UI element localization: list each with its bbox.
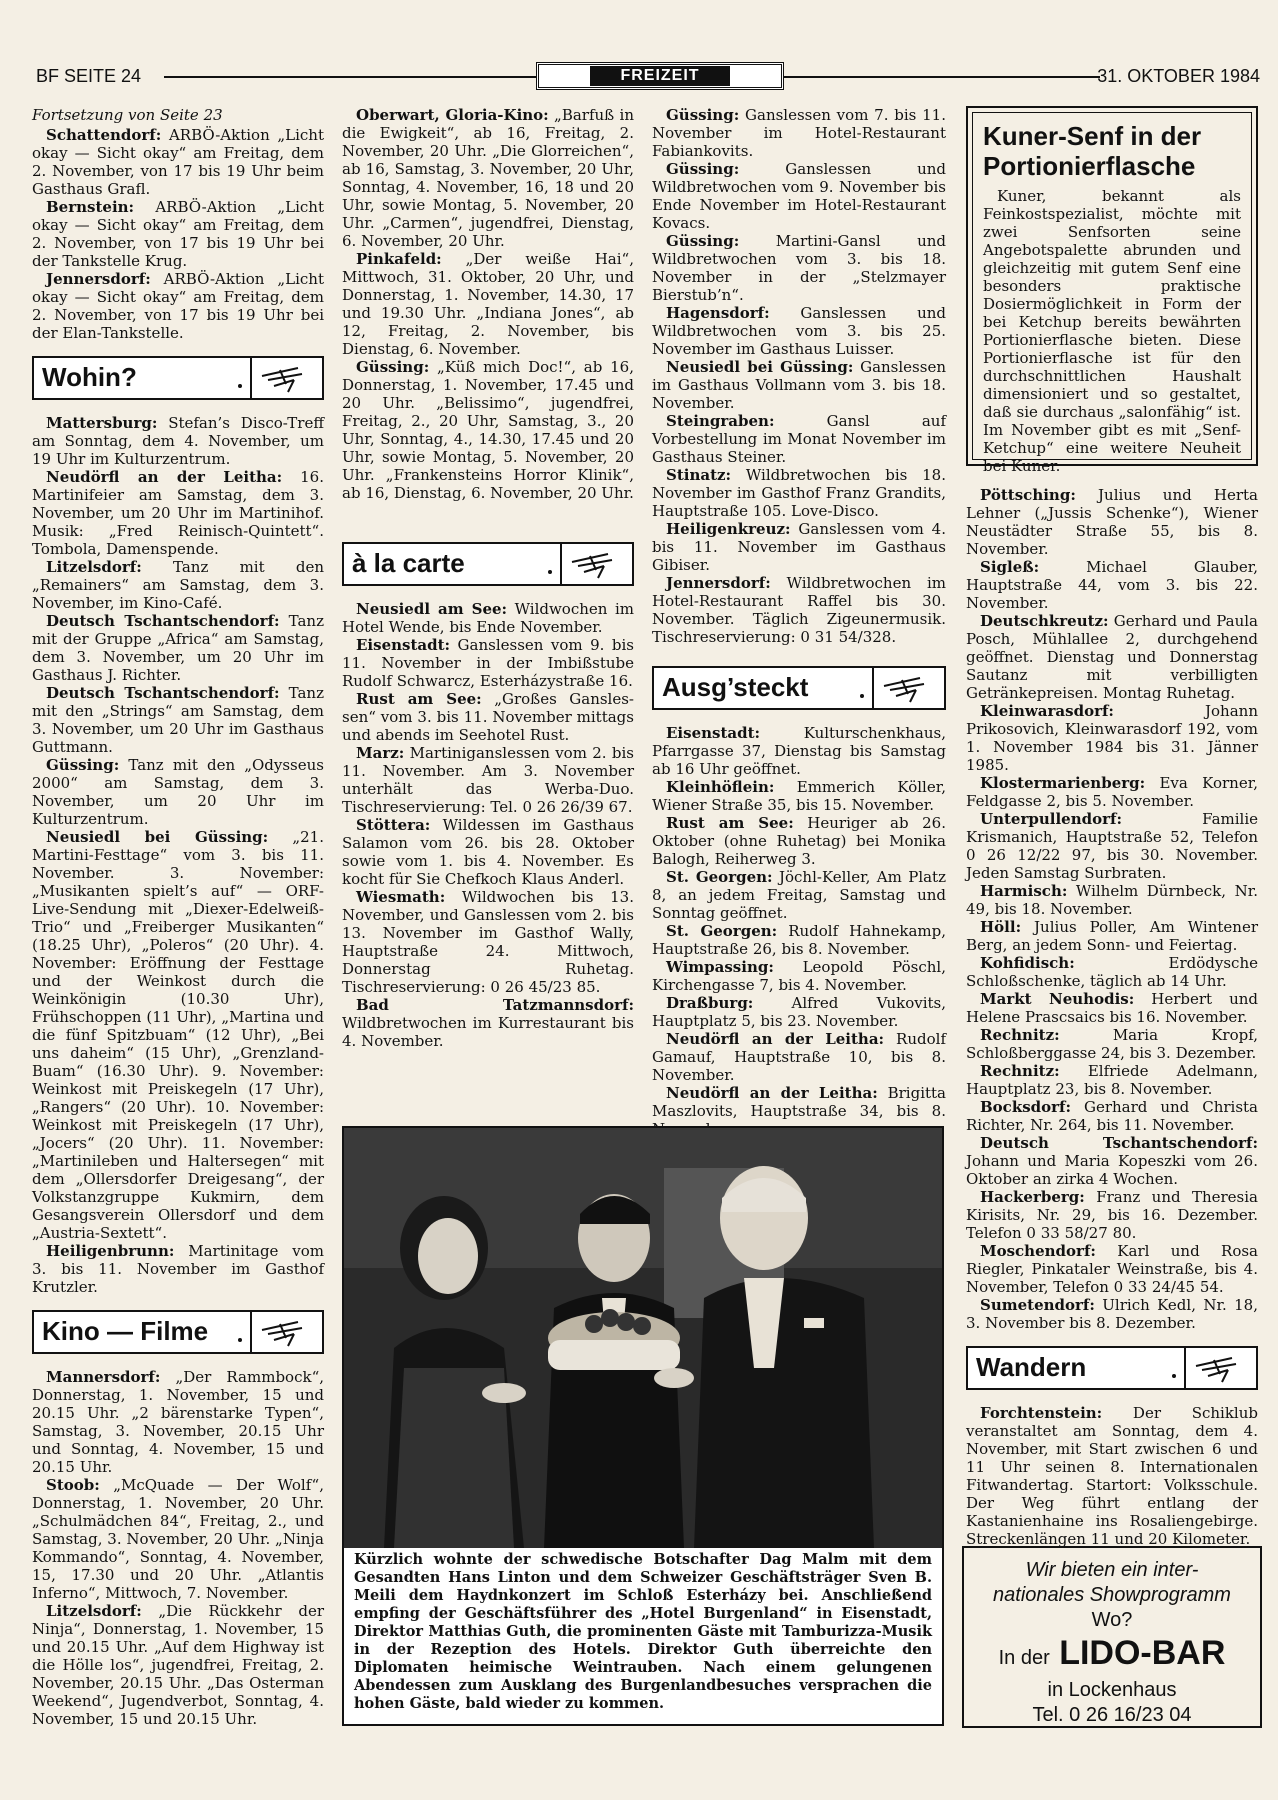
column-1: [32, 106, 324, 1728]
listing: Steingraben: Gansl auf Vorbestellung im Monat November im Gasthaus Steiner.: [652, 412, 946, 466]
section-title: FREIZEIT: [590, 66, 729, 86]
section-heading: Kino — Filme: [42, 1316, 209, 1346]
listing: Rechnitz: Maria Kropf, Schloßberggasse 24, bis 3. Dezember.: [966, 1026, 1258, 1062]
listing: Harmisch: Wilhelm Dürnbeck, Nr. 49, bis 18. November.: [966, 882, 1258, 918]
article-title: Kuner-Senf in der Portionierflasche: [983, 121, 1202, 181]
listing: Stinatz: Wildbretwochen bis 18. November im Gasthof Franz Grandits, Hauptstraße 105. Love-Disco.: [652, 466, 946, 520]
section-divider: [1184, 1348, 1186, 1388]
listing: Rust am See: Heuriger ab 26. Oktober (ohne Ruhetag) bei Monika Balogh, Reiherweg 3.: [652, 814, 946, 868]
listing: Jennersdorf: Wildbretwochen im Hotel-Restaurant Raffel bis 30. November. Täglich Zigeunermusik. Tischreservierung: 0 31 54/328.: [652, 574, 946, 646]
listing: Neudörfl an der Leitha: Brigitta Maszlovits, Hauptstraße 34, bis 8.: [652, 1084, 946, 1120]
listing: Oberwart, Gloria-Kino: „Barfuß in die Ewigkeit“, ab 16, Freitag, 2. November, 20 Uhr. „Die Glorreichen“, ab 16, Samstag, 3. November, 20 Uhr, Sonntag, 4. November, 16, 18 und 20 Uhr, sowie Montag, 5. November, 20 Uhr. „Carmen“, jugendfrei, Dienstag, 6. November, 20 Uhr.: [342, 106, 634, 250]
listing: Litzelsdorf: Tanz mit den „Remainers“ am Samstag, dem 3. November, im Kino-Café.: [32, 558, 324, 612]
column-4: [966, 486, 1258, 1548]
section-wohin: [32, 356, 324, 400]
listing: Güssing: Tanz mit den „Odysseus 2000“ am Samstag, dem 3. November, um 20 Uhr im Kulturzentrum.: [32, 756, 324, 828]
section-dot: [1172, 1374, 1176, 1378]
page-header: [36, 62, 1260, 92]
listing: Höll: Julius Poller, Am Wintener Berg, an jedem Sonn- und Feiertag.: [966, 918, 1258, 954]
listing: Hagensdorf: Ganslessen und Wildbretwochen vom 3. bis 25. November im Gasthaus Luisser.: [652, 304, 946, 358]
listing: Schattendorf: ARBÖ-Aktion „Licht okay — Sicht okay“ am Freitag, dem 2. November, von 17 bis 19 Uhr beim Gasthaus Grafl.: [32, 126, 324, 198]
listing: Mattersburg: Stefan’s Disco-Treff am Sonntag, dem 4. November, um 19 Uhr im Kulturzentrum.: [32, 414, 324, 468]
article-frame: [972, 112, 1252, 475]
ad-line: nationales Showprogramm: [993, 1584, 1231, 1606]
listing: Heiligenkreuz: Ganslessen vom 4. bis 11. November im Gasthaus Gibiser.: [652, 520, 946, 574]
listing: Hackerberg: Franz und Theresia Kirisits, Nr. 29, bis 16. Dezember. Telefon 0 33 58/27 80.: [966, 1188, 1258, 1242]
listing: Mannersdorf: „Der Rammbock“, Donnerstag, 1. November, 15 und 20.15 Uhr. „2 bärenstarke Typen“, Samstag, 3. November, 20.15 Uhr und Sonntag, 4. November, 15 und 20.15 Uhr.: [32, 1368, 324, 1476]
pointing-hand-icon: [880, 672, 936, 704]
listing: Deutsch Tschantschendorf: Tanz mit der Gruppe „Africa“ am Samstag, dem 3. November, um 20 Uhr im Gasthaus J. Richter.: [32, 612, 324, 684]
pointing-hand-icon: [568, 548, 624, 580]
listing: Neusiedl am See: Wildwochen im Hotel Wende, bis Ende November.: [342, 600, 634, 636]
section-ausgsteckt: [652, 666, 946, 710]
listing: Neudörfl an der Leitha: Rudolf Gamauf, Hauptstraße 10, bis 8. November.: [652, 1030, 946, 1084]
listing: Markt Neuhodis: Herbert und Helene Prascsaics bis 16. November.: [966, 990, 1258, 1026]
listing: Neusiedl bei Güssing: Ganslessen im Gasthaus Vollmann vom 3. bis 18. November.: [652, 358, 946, 412]
listing: Kohfidisch: Erdödysche Schloßschenke, täglich ab 14 Uhr.: [966, 954, 1258, 990]
section-dot: [238, 1338, 242, 1342]
header-rule-right: [784, 76, 1100, 78]
listing: Kleinhöflein: Emmerich Köller, Wiener Straße 35, bis 15. November.: [652, 778, 946, 814]
listing: Wiesmath: Wildwochen bis 13. November, und Ganslessen vom 2. bis 13. November im Gasthof Wally, Hauptstraße 24. Mittwoch, Donnerstag Ruhetag. Tischreservierung: 0 26 45/23 85.: [342, 888, 634, 996]
listing: Draßburg: Alfred Vukovits, Hauptplatz 5, bis 23. November.: [652, 994, 946, 1030]
kuner-senf-article: [966, 106, 1258, 475]
listing: Deutsch Tschantschendorf: Tanz mit den „Strings“ am Samstag, dem 3. November, um 20 Uhr im Gasthaus Guttmann.: [32, 684, 324, 756]
listing: Deutsch Tschantschendorf: Johann und Maria Kopeszki vom 26. Oktober an zirka 4 Wochen.: [966, 1134, 1258, 1188]
section-heading: Ausg’steckt: [662, 672, 809, 702]
listing: Litzelsdorf: „Die Rückkehr der Ninja“, Donnerstag, 1. November, 15 und 20.15 Uhr. „Auf dem Highway ist die Hölle los“, jugendfrei, Freitag, 2. November, 20.15 Uhr. „Das Osterman Weekend“, Jugendverbot, Sonntag, 4. November, 15 und 20.15 Uhr.: [32, 1602, 324, 1728]
listing: Kleinwarasdorf: Johann Prikosovich, Kleinwarasdorf 192, vom 1. November 1984 bis 31. Jänner 1985.: [966, 702, 1258, 774]
column-3: [652, 106, 946, 1138]
listing: St. Georgen: Jöchl-Keller, Am Platz 8, an jedem Freitag, Samstag und Sonntag geöffnet.: [652, 868, 946, 922]
listing: Unterpullendorf: Familie Krismanich, Hauptstraße 52, Telefon 0 26 12/22 97, bis 30. November. Jeden Samstag Surbraten.: [966, 810, 1258, 882]
section-divider: [250, 358, 252, 398]
listing: Rechnitz: Elfriede Adelmann, Hauptplatz 23, bis 8. November.: [966, 1062, 1258, 1098]
listing: Klostermarienberg: Eva Korner, Feldgasse 2, bis 5. November.: [966, 774, 1258, 810]
issue-date: 31. OKTOBER 1984: [1097, 66, 1260, 86]
section-divider: [872, 668, 874, 708]
section-badge: [536, 62, 784, 90]
section-heading: Wandern: [976, 1352, 1087, 1382]
header-rule-left: [164, 76, 536, 78]
listing: Pöttsching: Julius und Herta Lehner („Jussis Schenke“), Wiener Neustädter Straße 55, bis 8. November.: [966, 486, 1258, 558]
ad-line: Wir bieten ein inter-: [1025, 1559, 1199, 1581]
section-wandern: [966, 1346, 1258, 1390]
listing: Stoob: „McQuade — Der Wolf“, Donnerstag, 1. November, 20 Uhr. „Schulmädchen 84“, Freitag, 2., und Samstag, 3. November, 20 Uhr. „Ninja Kommando“, Sonntag, 4. November, 15, 17.30 und 20 Uhr. „Atlantis Inferno“, Mittwoch, 7. November.: [32, 1476, 324, 1602]
section-dot: [860, 694, 864, 698]
pointing-hand-icon: [258, 362, 314, 394]
photo-image: [344, 1128, 942, 1548]
listing: Rust am See: „Großes Gansles-sen“ vom 3. bis 11. November mittags und abends im Seehotel Rust.: [342, 690, 634, 744]
page-number: BF SEITE 24: [36, 66, 142, 86]
listing: Stöttera: Wildessen im Gasthaus Salamon vom 26. bis 28. Oktober sowie vom 1. bis 4. November. Es kocht für Sie Chefkoch Klaus Anderl.: [342, 816, 634, 888]
listing: Bad Tatzmannsdorf: Wildbretwochen im Kurrestaurant bis 4. November.: [342, 996, 634, 1050]
pointing-hand-icon: [1192, 1352, 1248, 1384]
listing: Marz: Martiniganslessen vom 2. bis 11. November. Am 3. November unterhält das Werba-Duo. Tischreservierung: Tel. 0 26 26/39 67.: [342, 744, 634, 816]
listing: Deutschkreutz: Gerhard und Paula Posch, Mühlallee 2, durchgehend geöffnet. Dienstag und Donnerstag Sautanz mit verbilligten Getränkepreisen. Montag Ruhetag.: [966, 612, 1258, 702]
listing: Pinkafeld: „Der weiße Hai“, Mittwoch, 31. Oktober, 20 Uhr, und Donnerstag, 1. November, 14.30, 17 und 19.30 Uhr. „Indiana Jones“, ab 12, Freitag, 2. November, bis Dienstag, 6. November.: [342, 250, 634, 358]
listing: Jennersdorf: ARBÖ-Aktion „Licht okay — Sicht okay“ am Freitag, dem 2. November, von 17 bis 19 Uhr bei der Elan-Tankstelle.: [32, 270, 324, 342]
listing: Sumetendorf: Ulrich Kedl, Nr. 18, 3. November bis 8. Dezember.: [966, 1296, 1258, 1332]
listing: Eisenstadt: Kulturschenkhaus, Pfarrgasse 37, Dienstag bis Samstag ab 16 Uhr geöffnet.: [652, 724, 946, 778]
listing: Güssing: Ganslessen und Wildbretwochen vom 9. November bis Ende November im Hotel-Restaurant Kovacs.: [652, 160, 946, 232]
pointing-hand-icon: [258, 1316, 314, 1348]
news-photo: [342, 1126, 944, 1726]
listing: Moschendorf: Karl und Rosa Riegler, Pinkataler Weinstraße, bis 4. November, Telefon 0 33 24/45 54.: [966, 1242, 1258, 1296]
section-divider: [560, 544, 562, 584]
section-heading: à la carte: [352, 548, 465, 578]
listing: Güssing: Martini-Gansl und Wildbretwochen vom 3. bis 18. November in der „Stelzmayer Bierstub’n“.: [652, 232, 946, 304]
continuation-note: Fortsetzung von Seite 23: [32, 106, 223, 124]
section-divider: [250, 1312, 252, 1352]
ad-phone: Tel. 0 26 16/23 04: [1032, 1704, 1192, 1726]
listing: Wimpassing: Leopold Pöschl, Kirchengasse 7, bis 4. November.: [652, 958, 946, 994]
listing: Neudörfl an der Leitha: 16. Martinifeier am Samstag, dem 3. November, um 20 Uhr im Martinihof. Musik: „Fred Reinisch-Quintett“. Tombola, Damenspende.: [32, 468, 324, 558]
article-body: Kuner, bekannt als Feinkostspezialist, möchte mit zwei Senfsorten seine Angebotspalette abrunden und gleichzeitig mit gutem Senf eine besonders praktische Dosiermöglichkeit in Form der bei Ketchup bereits bewährten Portionierflasche bieten. Diese Portionierflasche ist für den durchschnittlichen Haushalt dimensioniert und so gestaltet, daß sie durchaus „salonfähig“ ist. Im November gibt es mit „Senf-Ketchup“ eine weitere Neuheit bei Kuner.: [983, 187, 1241, 475]
lido-bar-ad: [962, 1546, 1262, 1728]
listing: Güssing: „Küß mich Doc!“, ab 16, Donnerstag, 1. November, 17.45 und 20 Uhr. „Belissimo“, jugendfrei, Freitag, 2., 20 Uhr, Samstag, 3., 20 Uhr, Sonntag, 4., 14.30, 17.45 und 20 Uhr, sowie Montag, 5. November, 20 Uhr. „Frankensteins Horror Klinik“, ab 16, Dienstag, 6. November, 20 Uhr.: [342, 358, 634, 502]
listing: Güssing: Ganslessen vom 7. bis 11. November im Hotel-Restaurant Fabiankovits.: [652, 106, 946, 160]
section-heading: Wohin?: [42, 362, 137, 392]
column-2: [342, 106, 634, 1050]
listing: Heiligenbrunn: Martinitage vom 3. bis 11. November im Gasthof Krutzler.: [32, 1242, 324, 1296]
photo-caption: Kürzlich wohnte der schwedische Botschafter Dag Malm mit dem Gesandten Hans Linton und dem Schweizer Geschäftsträger Sven B. Meili dem Haydnkonzert im Schloß Esterházy bei. Anschließend empfing der Geschäftsführer des „Hotel Burgenland“ in Eisenstadt, Direktor Matthias Guth, die prominenten Gäste mit Tamburizza-Musik in der Rezeption des Hotels. Direktor Guth überreichte den Diplomaten heimische Weintrauben. Nach einem gelungenen Abendessen zum Ausklang des Burgenlandbesuches versprachen die hohen Gäste, bald wieder zu kommen.: [354, 1551, 932, 1712]
ad-line: Wo?: [1091, 1609, 1133, 1631]
listing: Sigleß: Michael Glauber, Hauptstraße 44, vom 3. bis 22. November.: [966, 558, 1258, 612]
listing: Neusiedl bei Güssing: „21. Martini-Festtage“ vom 3. bis 11. November. 3. November: „Musikanten spielt’s auf“ — ORF-Live-Sendung mit „Diexer-Edelweiß-Trio“ und „Freiberger Musikanten“ (18.25 Uhr), „Poleros“ (20 Uhr). 4. November: Eröffnung der Festtage und der Weinkost durch die Weinkönigin (10.30 Uhr), Frühschoppen (11 Uhr), „Martina und die fünf Spitzbuam“ (12 Uhr), „Bei uns daheim“ (15 Uhr), „Grenzland-Buam“ (16.30 Uhr). 9. November: Weinkost mit Preiskegeln (17 Uhr), „Rangers“ (20 Uhr). 10. November: Weinkost mit Preiskegeln (17 Uhr), „Jocers“ (20 Uhr). 11. November: „Martinileben und Haltersegen“ mit dem „Ollersdorfer Dreigesang“, der Volkstanzgruppe Kukmirn, dem Gesangsverein Ollersdorf und dem „Austria-Sextett“.: [32, 828, 324, 1242]
ad-line: in Lockenhaus: [1047, 1679, 1177, 1701]
listing: Eisenstadt: Ganslessen vom 9. bis 11. November in der Imbißstube Rudolf Schwarcz, Esterházystraße 16.: [342, 636, 634, 690]
listing: Bernstein: ARBÖ-Aktion „Licht okay — Sicht okay“ am Freitag, dem 2. November, von 17 bis 19 Uhr bei der Tankstelle Krug.: [32, 198, 324, 270]
listing: Bocksdorf: Gerhard und Christa Richter, Nr. 264, bis 11. November.: [966, 1098, 1258, 1134]
section-dot: [548, 570, 552, 574]
listing: St. Georgen: Rudolf Hahnekamp, Hauptstraße 26, bis 8. November.: [652, 922, 946, 958]
listing: Forchtenstein: Der Schiklub veranstaltet am Sonntag, dem 4. November, mit Start zwischen 6 und 11 Uhr seinen 8. Internationalen Fitwandertag. Startort: Volksschule. Der Weg führt entlang der Kastanienhaine ins Rosaliengebirge. Streckenlängen 11 und 20 Kilometer.: [966, 1404, 1258, 1548]
ad-headline: In der LIDO-BAR: [998, 1634, 1226, 1672]
section-kino: [32, 1310, 324, 1354]
section-a-la-carte: [342, 542, 634, 586]
section-dot: [238, 384, 242, 388]
